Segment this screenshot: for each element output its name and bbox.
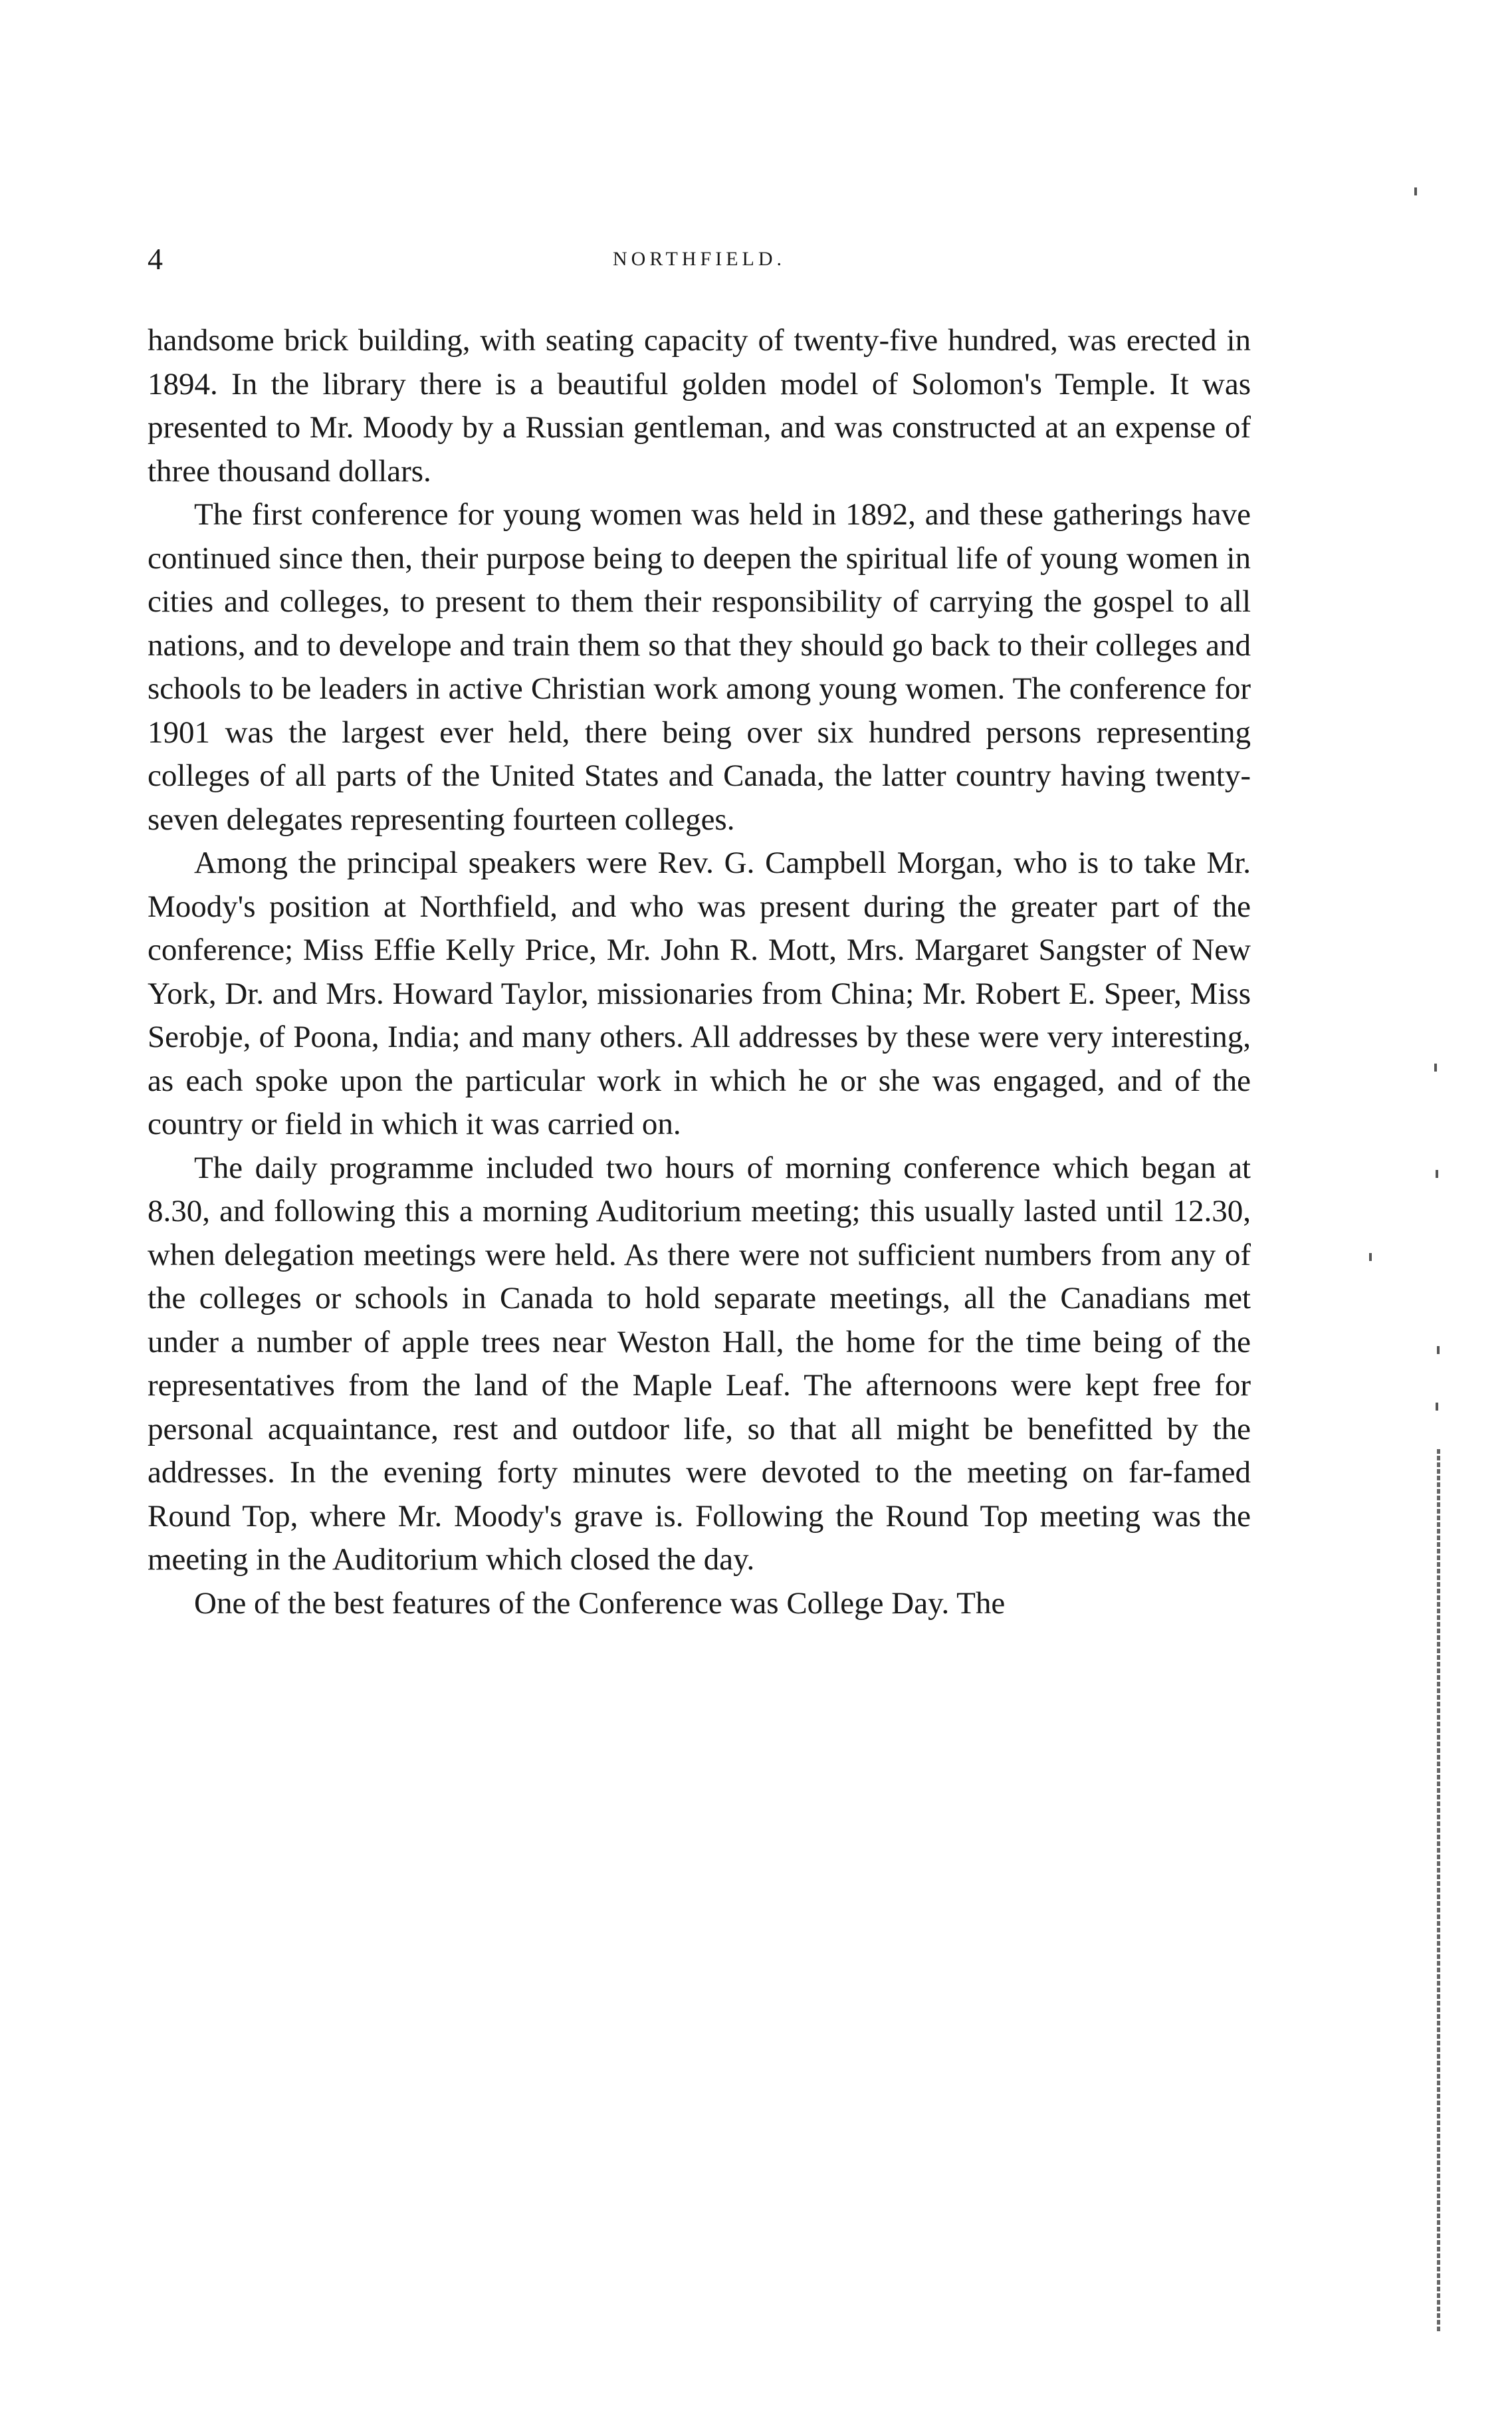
running-head: NORTHFIELD.	[612, 248, 786, 270]
scan-edge-dot	[1434, 1064, 1437, 1072]
paragraph-daily-programme: The daily programme included two hours of morning conference which began at 8.30, and following this a morning Auditorium meeting; this usually lasted until 12.30, when delegation meetings were held. As there were not sufficient numbers from any of the colleges or schools in Canada to hold separate meetings, all the Canadians met under a number of apple trees near Weston Hall, the home for the time being of the representatives from the land of the Maple Leaf. The afternoons were kept free for personal acquaintance, rest and outdoor life, so that all might be benefitted by the addresses. In the evening forty minutes were devoted to the meeting on far-famed Round Top, where Mr. Moody's grave is. Following the Round Top meeting was the meeting in the Auditorium which closed the day.	[148, 1150, 1251, 1577]
scan-edge-dot	[1414, 187, 1417, 195]
paragraph-first-conference: The first conference for young women was held in 1892, and these gatherings have continued since then, their purpose being to deepen the spiritual life of young women in cities and colleges, to present to them their responsibility of carrying the gospel to all nations, and to develope and train them so that they should go back to their colleges and schools to be leaders in active Christian work among young women. The conference for 1901 was the largest ever held, there being over six hundred persons representing colleges of all parts of the United States and Canada, the latter country having twenty-seven delegates representing fourteen colleges.	[148, 497, 1251, 837]
paragraph-speakers: Among the principal speakers were Rev. G. Campbell Morgan, who is to take Mr. Moody's position at Northfield, and who was present during the greater part of the conference; Miss Effie Kelly Price, Mr. John R. Mott, Mrs. Margaret Sangster of New York, Dr. and Mrs. Howard Taylor, missionaries from China; Mr. Robert E. Speer, Miss Serobje, of Poona, India; and many others. All addresses by these were very interesting, as each spoke upon the particular work in which he or she was engaged, and of the country or field in which it was carried on.	[148, 846, 1251, 1141]
scan-edge-artifact	[1437, 1449, 1440, 2333]
paragraph-continued: handsome brick building, with seating capacity of twenty-five hundred, was erected in 1894. In the library there is a beautiful golden model of Solomon's Temple. It was presented to Mr. Moody by a Russian gentleman, and was constructed at an expense of three thousand dollars.	[148, 323, 1251, 489]
paragraph-college-day: One of the best features of the Conference was College Day. The	[194, 1585, 1006, 1621]
scan-edge-dot	[1436, 1170, 1438, 1178]
page-number: 4	[148, 242, 163, 276]
scan-edge-dot	[1437, 1346, 1440, 1354]
scan-edge-dot	[1369, 1253, 1372, 1261]
page-header	[148, 239, 1251, 279]
body-text	[148, 319, 1251, 1625]
scan-edge-dot	[1436, 1403, 1438, 1411]
